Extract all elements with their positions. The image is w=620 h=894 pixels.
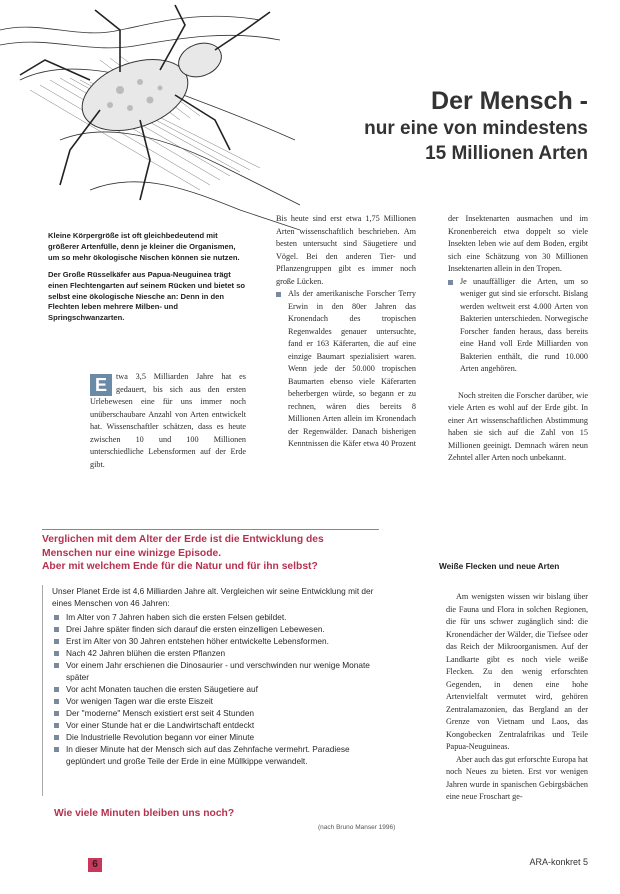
- list-item: Nach 42 Jahren blühen die ersten Pflanzen: [52, 647, 389, 659]
- col3-paragraph-1: der Insektenarten ausmachen und im Kronenbereich etwa doppelt so viele Insekten leben wie auf dem Boden, ergibt sich eine Schätzung von 30 Millionen Insektenarten allein in den Tropen.: [448, 214, 588, 273]
- closing-question: Wie viele Minuten bleiben uns noch?: [54, 808, 235, 819]
- image-caption: [48, 231, 248, 330]
- title-line-1: Der Mensch -: [431, 87, 588, 115]
- box-divider: [42, 585, 43, 796]
- list-item: Vor acht Monaten tauchen die ersten Säugetiere auf: [52, 683, 389, 695]
- earth-timeline-box: [44, 585, 389, 835]
- col2-paragraph-2: Als der amerikanische Forscher Terry Erwin in den 80er Jahren das Kronendach des tropischen Regenwaldes genauer untersuchte, fand er 163 Käferarten, die auf eine einzige Baumart spezialisiert waren. Wenn jede der 50.000 tropischen Baumarten ebenso viele Käferarten beherbergen würde, so begann er zu rechnen, wären dies bereits 8 Millionen Arten allein im Kronendach der Regenwälder. Danach bisherigen Kenntnissen die Käfer etwa 40 Prozent: [276, 288, 416, 451]
- source-citation: (nach Bruno Manser 1996): [318, 824, 396, 831]
- section-paragraph-1: Am wenigsten wissen wir bislang über die Fauna und Flora in solchen Regionen, die für uns schwer zugänglich sind: die Kronendächer der Wälder, die Tiefsee oder das Reich der Mikroorganismen. Auf der Landkarte gibt es noch viele weiße Flecken. Zu den wenig erforschten Gegenden, in denen eine hohe Artenvielfalt vermutet wird, gehören Zentralamazonien, das Bergland an der Grenze von Vietnam und Laos, das Kongobecken Zentralafrikas und Teile Papua-Neuguineas.: [446, 592, 588, 751]
- timeline-list: [44, 611, 389, 767]
- question-heading: [42, 533, 387, 574]
- list-item: Im Alter von 7 Jahren haben sich die ersten Felsen gebildet.: [52, 611, 389, 623]
- title-line-2: nur eine von mindestens: [364, 118, 588, 139]
- caption-paragraph-2: Der Große Rüsselkäfer aus Papua-Neuguinea trägt einen Flechtengarten auf seinem Rücken und bietet so selbst eine ökologische Niesche an: Denn in den Flechten leben mehrere Milben- und Springschwanzarten.: [48, 269, 246, 323]
- list-item: Vor einer Stunde hat er die Landwirtschaft entdeckt: [52, 719, 389, 731]
- list-item: Erst im Alter von 30 Jahren entstehen höher entwickelte Lebensformen.: [52, 635, 389, 647]
- column-2: [276, 213, 416, 451]
- title-line-3: 15 Millionen Arten: [425, 143, 588, 164]
- list-item: Vor einem Jahr erschienen die Dinosaurier - und verschwinden nur wenige Monate später: [52, 659, 389, 683]
- drop-cap: E: [90, 374, 112, 396]
- intro-paragraph: [90, 371, 246, 471]
- col2-paragraph-1: Bis heute sind erst etwa 1,75 Millionen Arten wissenschaftlich beschrieben. Am besten untersucht sind Säugetiere und Vögel. Bei den anderen Tier- und Pflanzengruppen gibt es immer noch große Lücken.: [276, 214, 416, 286]
- page-number: 6: [88, 858, 102, 872]
- col3-paragraph-3: Noch streiten die Forscher darüber, wie viele Arten es wohl auf der Erde gibt. In einer Art wissenschaftlichen Abstimmung haben sie sich auf die Zahl von 15 Millionen geeinigt. Demnach wären neun Zehntel aller Arten noch unbekannt.: [448, 390, 588, 462]
- question-line-3: Aber mit welchem Ende für die Natur und für ihn selbst?: [42, 561, 318, 572]
- section-body: [446, 591, 588, 804]
- divider: [42, 529, 379, 530]
- section-paragraph-2: Aber auch das gut erforschte Europa hat noch Neues zu bieten. Erst vor wenigen Jahren wurde in spanischen Gebirgsbächen eine neue Froschart ge-: [446, 754, 588, 801]
- list-item: Vor wenigen Tagen war die erste Eiszeit: [52, 695, 389, 707]
- list-item: In dieser Minute hat der Mensch sich auf das Zehnfache vermehrt. Paradiese geplündert und große Teile der Erde in eine Müllkippe verwandelt.: [52, 743, 389, 767]
- weevil-beetle-illustration: [0, 0, 300, 230]
- column-3: [448, 213, 588, 465]
- section-heading: Weiße Flecken und neue Arten: [439, 561, 560, 571]
- question-line-1: Verglichen mit dem Alter der Erde ist die Entwicklung des: [42, 534, 324, 545]
- article-title: [364, 86, 588, 166]
- magazine-footer: ARA-konkret 5: [529, 857, 588, 867]
- list-item: Die Industrielle Revolution begann vor einer Minute: [52, 731, 389, 743]
- list-item: Der "moderne" Mensch existiert erst seit 4 Stunden: [52, 707, 389, 719]
- intro-text: twa 3,5 Milliarden Jahre hat es gedauert, bis sich aus den ersten Urlebewesen eine für uns immer noch unüberschaubare Anzahl von Arten entwickelt hat. Wissenschaftler schätzen, dass es heute zwischen 10 und 100 Millionen unterschiedliche Lebensformen auf der Erde gibt.: [90, 372, 246, 469]
- caption-paragraph-1: Kleine Körpergröße ist oft gleichbedeutend mit größerer Artenfülle, denn je kleiner die Organismen, um so mehr ökologische Nischen können sie nutzen.: [48, 231, 240, 262]
- list-item: Drei Jahre später finden sich darauf die ersten einzelligen Lebewesen.: [52, 623, 389, 635]
- col3-paragraph-2: Je unauffälliger die Arten, um so weniger gut sind sie erforscht. Bislang werden weltweit erst 4.000 Arten von Bakterien unterschieden. Norwegische Forscher fanden heraus, dass bereits eine Hand voll Erde Milliarden von Bakterien enthält, die rund 10.000 Arten angehören.: [448, 276, 588, 376]
- question-line-2: Menschen nur eine winizge Episode.: [42, 547, 222, 559]
- timeline-intro: Unser Planet Erde ist 4,6 Milliarden Jahre alt. Vergleichen wir seine Entwicklung mit der eines Menschen von 46 Jahren:: [52, 586, 374, 608]
